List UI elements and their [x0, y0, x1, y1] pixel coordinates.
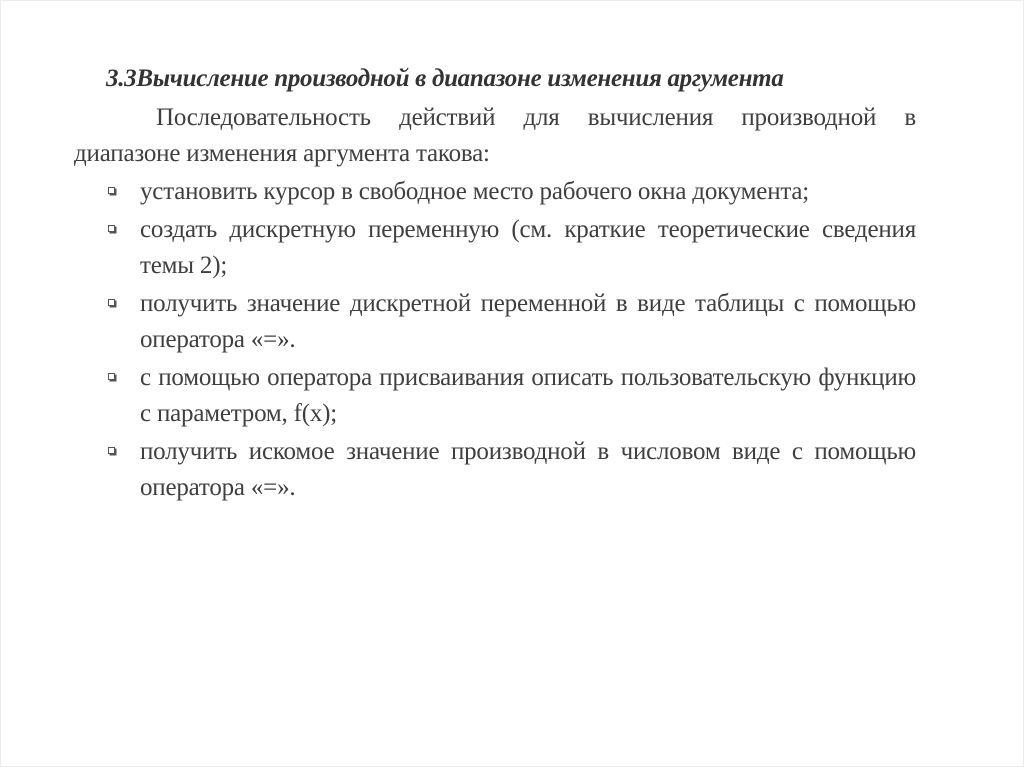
- list-item: [74, 212, 916, 284]
- list-item-text: создать дискретную переменную (см. краткие теоретические сведения темы 2);: [140, 216, 916, 279]
- intro-paragraph: Последовательность действий для вычисления производной в диапазоне изменения аргумента такова:: [74, 104, 916, 167]
- list-item: [74, 434, 916, 506]
- square-bullet-icon: [108, 373, 115, 380]
- steps-list: [74, 174, 916, 506]
- slide-content: [74, 62, 916, 508]
- section-heading: 3.3Вычисление производной в диапазоне изменения аргумента: [106, 65, 784, 92]
- list-item-text: получить искомое значение производной в числовом виде с помощью оператора «=».: [140, 438, 916, 501]
- square-bullet-icon: [108, 299, 115, 306]
- list-item: [74, 174, 916, 210]
- list-item: [74, 360, 916, 432]
- list-item-text: с помощью оператора присваивания описать пользовательскую функцию с параметром, f(x);: [140, 364, 916, 427]
- square-bullet-icon: [108, 187, 115, 194]
- list-item-text: получить значение дискретной переменной в виде таблицы с помощью оператора «=».: [140, 290, 916, 353]
- list-item: [74, 286, 916, 358]
- square-bullet-icon: [108, 225, 115, 232]
- square-bullet-icon: [108, 447, 115, 454]
- list-item-text: установить курсор в свободное место рабочего окна документа;: [140, 178, 810, 205]
